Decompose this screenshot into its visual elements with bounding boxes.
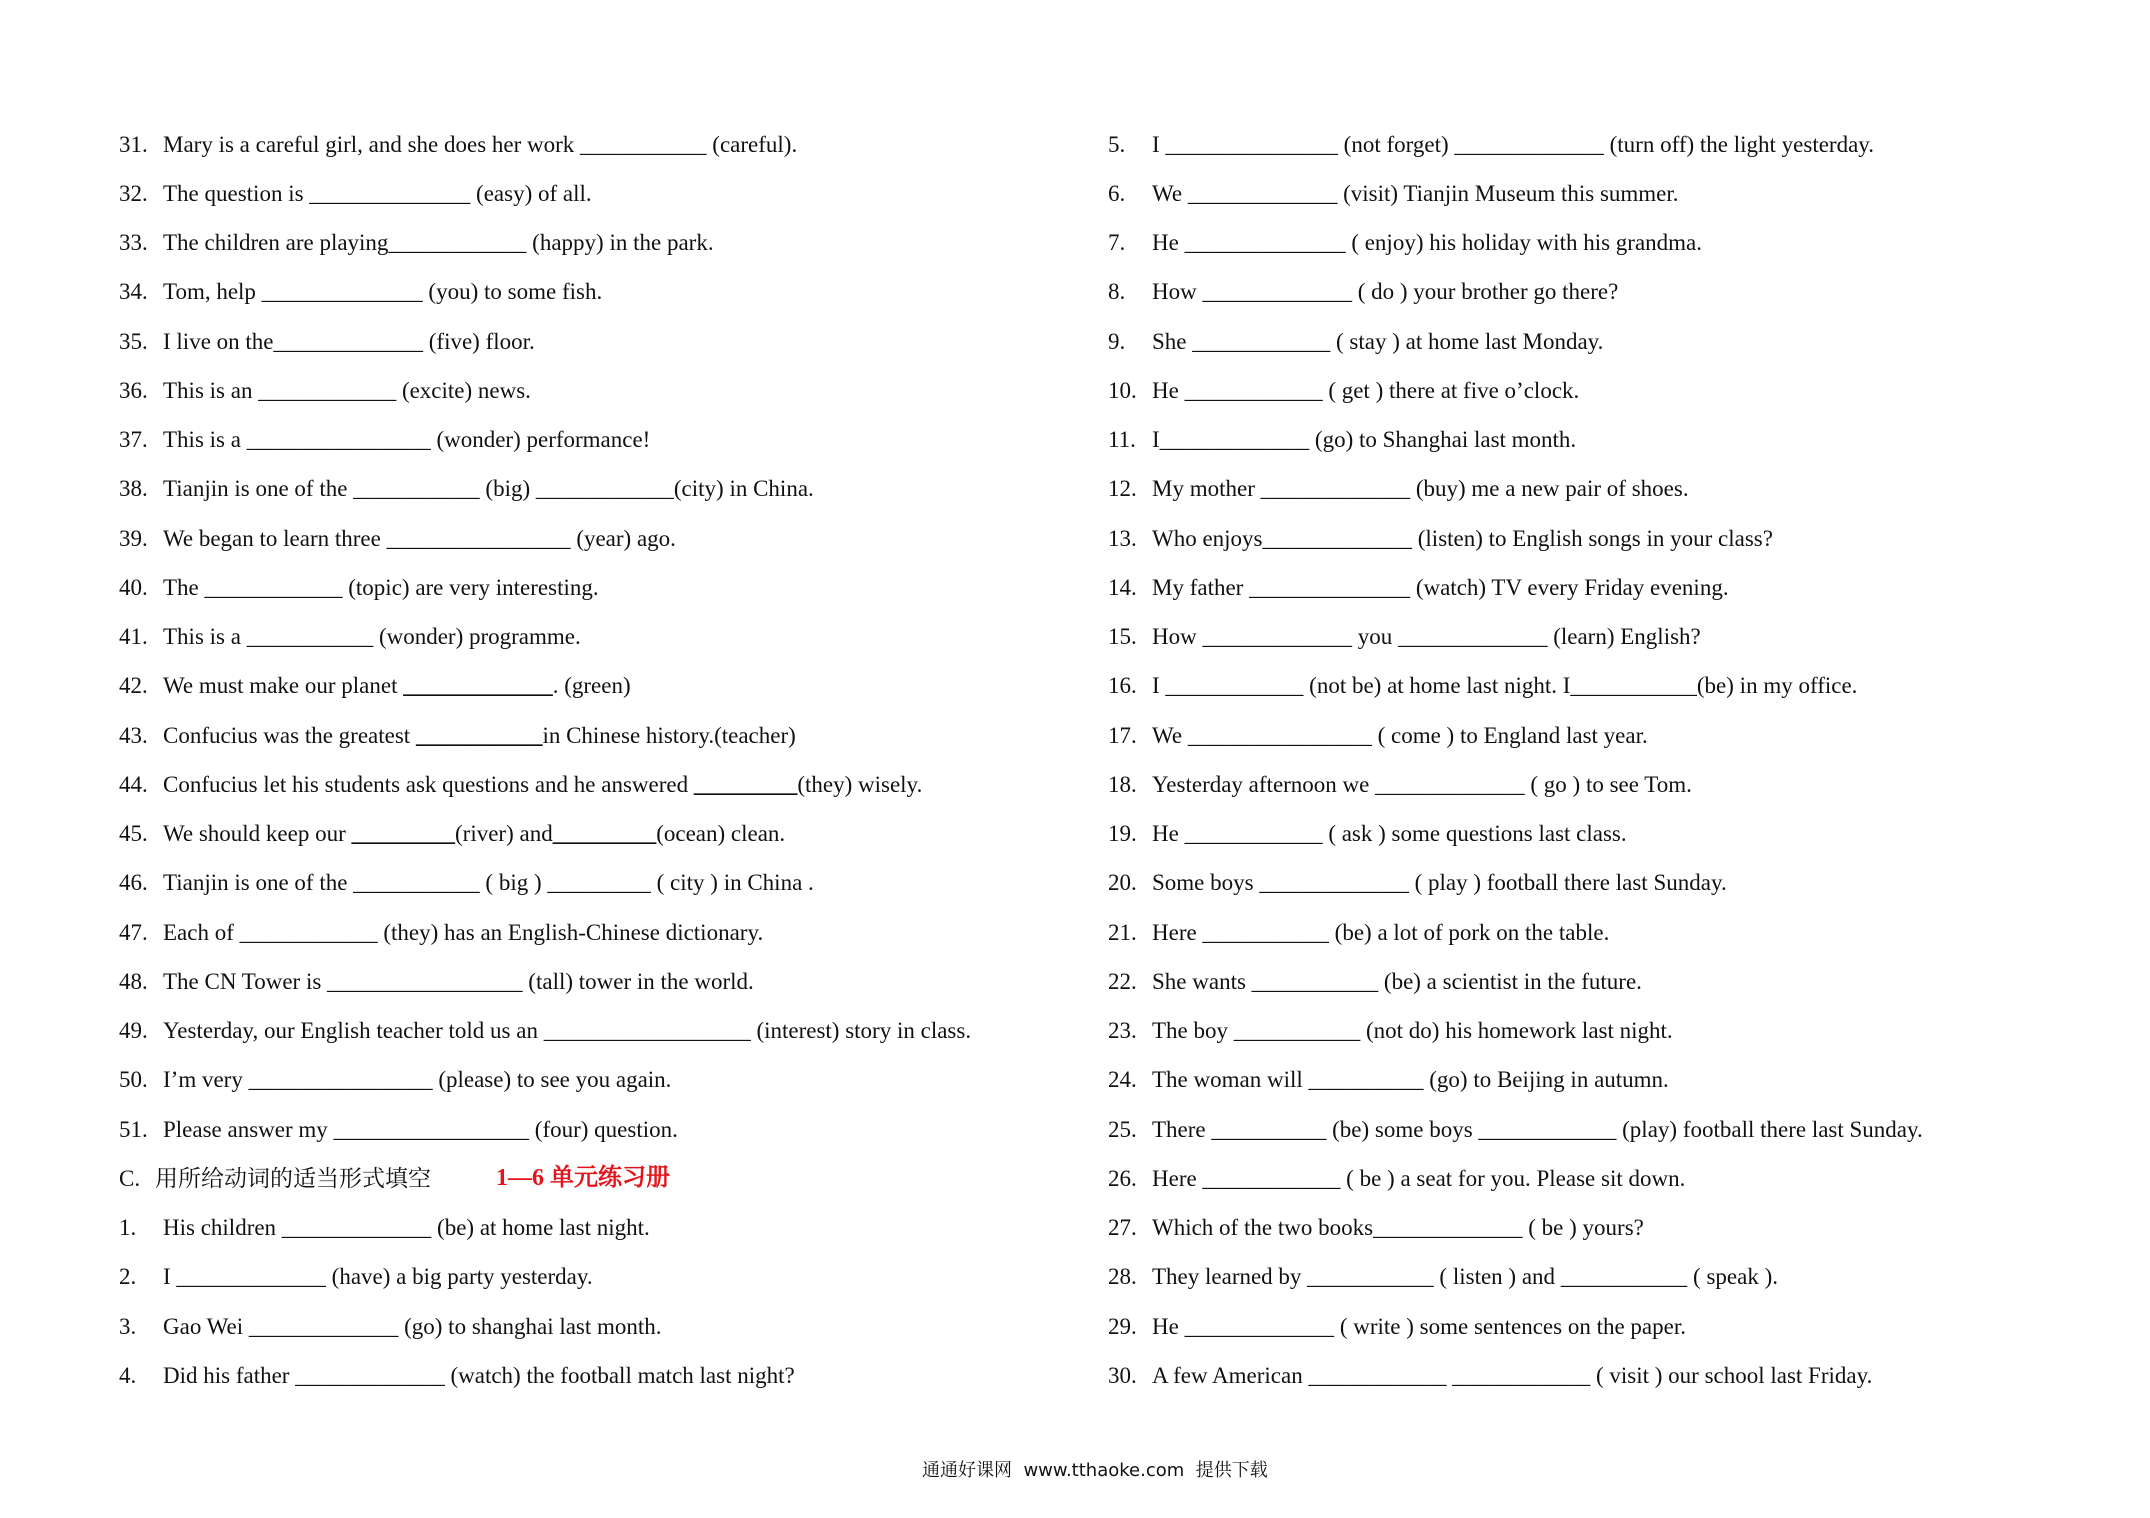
- question-text: He ____________ ( get ) there at five o’clock.: [1152, 377, 1580, 403]
- question-item: [119, 1203, 1079, 1252]
- question-item: [1108, 169, 2108, 218]
- question-item: [1108, 711, 2108, 760]
- question-text: We began to learn three ________________ (year) ago.: [163, 525, 676, 551]
- question-text: She wants ___________ (be) a scientist in the future.: [1152, 968, 1642, 994]
- question-text: A few American ____________ ____________ ( visit ) our school last Friday.: [1152, 1362, 1873, 1388]
- question-number: 16.: [1108, 673, 1137, 699]
- question-number: 30.: [1108, 1362, 1137, 1388]
- question-number: 11.: [1108, 427, 1136, 452]
- question-item: [1108, 908, 2108, 957]
- question-text: They learned by ___________ ( listen ) and ___________ ( speak ).: [1152, 1264, 1778, 1290]
- question-text: I live on the_____________ (five) floor.: [163, 328, 535, 354]
- right-column: [1108, 120, 2108, 1401]
- question-number: 39.: [119, 525, 148, 551]
- question-text: My mother _____________ (buy) me a new pair of shoes.: [1152, 476, 1689, 502]
- question-item: [1108, 1203, 2108, 1252]
- question-number: 12.: [1108, 476, 1137, 502]
- question-number: 46.: [119, 870, 148, 896]
- question-item: [119, 415, 1079, 464]
- question-number: 42.: [119, 673, 148, 699]
- question-item: [1108, 1154, 2108, 1203]
- question-item: [1108, 120, 2108, 169]
- question-item: [1108, 366, 2108, 415]
- question-number: 19.: [1108, 821, 1137, 846]
- question-item: [1108, 1006, 2108, 1055]
- question-item: [119, 1302, 1079, 1351]
- question-number: 10.: [1108, 377, 1137, 403]
- question-text: Tianjin is one of the ___________ ( big ) _________ ( city ) in China .: [163, 870, 814, 896]
- question-text: This is a ________________ (wonder) performance!: [163, 427, 651, 452]
- question-text: Some boys _____________ ( play ) football there last Sunday.: [1152, 870, 1727, 896]
- answer-blank: _____________: [403, 673, 553, 699]
- question-text: This is a ___________ (wonder) programme.: [163, 624, 581, 649]
- question-text: The woman will __________ (go) to Beijing in autumn.: [1152, 1067, 1669, 1093]
- question-text: I’m very ________________ (please) to see you again.: [163, 1067, 672, 1093]
- question-number: 37.: [119, 427, 148, 452]
- question-number: 51.: [119, 1116, 148, 1142]
- question-item: [1108, 1252, 2108, 1301]
- question-item: [1108, 267, 2108, 316]
- question-number: 27.: [1108, 1215, 1137, 1240]
- question-item: [119, 317, 1079, 366]
- question-number: 28.: [1108, 1264, 1137, 1290]
- question-number: 13.: [1108, 525, 1137, 551]
- question-item: [119, 120, 1079, 169]
- question-item: [119, 661, 1079, 710]
- question-item: [119, 267, 1079, 316]
- question-text: The children are playing____________ (happy) in the park.: [163, 230, 714, 255]
- question-number: 6.: [1108, 180, 1126, 206]
- question-item: [119, 563, 1079, 612]
- question-text: We _____________ (visit) Tianjin Museum this summer.: [1152, 180, 1679, 206]
- question-text: The question is ______________ (easy) of all.: [163, 180, 592, 206]
- question-text: This is an ____________ (excite) news.: [163, 377, 531, 403]
- question-text: There __________ (be) some boys ____________ (play) football there last Sunday.: [1152, 1116, 1923, 1142]
- question-item: [1108, 464, 2108, 513]
- question-number: 23.: [1108, 1018, 1137, 1043]
- question-item: [119, 711, 1079, 760]
- question-text: His children _____________ (be) at home last night.: [163, 1215, 650, 1240]
- question-number: 33.: [119, 230, 148, 255]
- question-number: 1.: [119, 1215, 137, 1240]
- answer-blank: _________: [351, 821, 455, 846]
- question-number: 20.: [1108, 870, 1137, 896]
- question-number: 38.: [119, 476, 148, 502]
- question-text: Here ____________ ( be ) a seat for you. Please sit down.: [1152, 1165, 1686, 1191]
- question-text: He _____________ ( write ) some sentences on the paper.: [1152, 1313, 1686, 1339]
- answer-blank: _________: [552, 821, 657, 846]
- question-item: [1108, 661, 2108, 710]
- question-number: 4.: [119, 1362, 137, 1388]
- question-item: [119, 1351, 1079, 1400]
- page-footer: 通通好课网 www.tthaoke.com 提供下载: [922, 1460, 1268, 1481]
- question-text: How _____________ you _____________ (learn) English?: [1152, 624, 1701, 649]
- section-source: 1—6 单元练习册: [496, 1164, 670, 1191]
- question-item: [119, 1252, 1079, 1301]
- question-number: 8.: [1108, 279, 1126, 305]
- question-item: [1108, 760, 2108, 809]
- question-number: 5.: [1108, 131, 1126, 157]
- question-text: Who enjoys_____________ (listen) to English songs in your class?: [1152, 525, 1773, 551]
- question-text: Yesterday, our English teacher told us an __________________ (interest) story in class.: [163, 1018, 972, 1043]
- question-number: 22.: [1108, 968, 1137, 994]
- question-number: 7.: [1108, 230, 1126, 255]
- question-text: My father ______________ (watch) TV every Friday evening.: [1152, 574, 1729, 600]
- question-item: [119, 760, 1079, 809]
- question-text: Mary is a careful girl, and she does her work ___________ (careful).: [163, 131, 798, 157]
- question-number: 43.: [119, 722, 148, 748]
- question-number: 47.: [119, 919, 148, 945]
- question-item: [119, 464, 1079, 513]
- question-text: He ____________ ( ask ) some questions last class.: [1152, 821, 1627, 846]
- question-text: The CN Tower is _________________ (tall) tower in the world.: [163, 968, 754, 994]
- question-number: 31.: [119, 131, 148, 157]
- question-text: He ______________ ( enjoy) his holiday with his grandma.: [1152, 230, 1703, 255]
- question-text: Yesterday afternoon we _____________ ( go ) to see Tom.: [1152, 771, 1692, 797]
- left-column: [119, 120, 1079, 1401]
- question-number: 44.: [119, 771, 148, 797]
- question-text: How _____________ ( do ) your brother go there?: [1152, 279, 1619, 305]
- question-item: [1108, 858, 2108, 907]
- question-text: Confucius let his students ask questions and he answered _________(they) wisely.: [163, 771, 923, 797]
- question-text: Tianjin is one of the ___________ (big) ____________(city) in China.: [163, 476, 814, 502]
- question-number: 15.: [1108, 624, 1137, 649]
- question-item: [119, 1105, 1079, 1154]
- question-number: 48.: [119, 968, 148, 994]
- answer-blank: ___________: [415, 722, 543, 748]
- question-number: 32.: [119, 180, 148, 206]
- question-item: [119, 514, 1079, 563]
- question-item: [1108, 218, 2108, 267]
- question-text: Each of ____________ (they) has an English-Chinese dictionary.: [163, 919, 764, 945]
- question-text: I _____________ (have) a big party yesterday.: [163, 1264, 593, 1290]
- question-text: The ____________ (topic) are very interesting.: [163, 574, 599, 600]
- question-item: [1108, 612, 2108, 661]
- question-number: 49.: [119, 1018, 148, 1043]
- question-item: [1108, 1105, 2108, 1154]
- question-text: I_____________ (go) to Shanghai last month.: [1152, 427, 1577, 452]
- question-text: We ________________ ( come ) to England last year.: [1152, 722, 1648, 748]
- question-item: [119, 957, 1079, 1006]
- question-number: 29.: [1108, 1313, 1137, 1339]
- section-label: C.: [119, 1165, 141, 1191]
- question-item: [1108, 957, 2108, 1006]
- section-title: 用所给动词的适当形式填空: [155, 1165, 431, 1191]
- question-text: Confucius was the greatest ___________in Chinese history.(teacher): [163, 722, 796, 748]
- question-item: [119, 1006, 1079, 1055]
- question-item: [119, 809, 1079, 858]
- question-text: We must make our planet _____________. (green): [163, 673, 631, 699]
- question-text: Gao Wei _____________ (go) to shanghai last month.: [163, 1313, 662, 1339]
- question-text: Here ___________ (be) a lot of pork on the table.: [1152, 919, 1610, 945]
- question-item: [1108, 1055, 2108, 1104]
- question-item: [1108, 415, 2108, 464]
- question-item: [119, 366, 1079, 415]
- question-text: We should keep our _________(river) and_________(ocean) clean.: [163, 821, 786, 846]
- question-number: 45.: [119, 821, 148, 846]
- question-text: I _______________ (not forget) _____________ (turn off) the light yesterday.: [1152, 131, 1875, 157]
- question-number: 40.: [119, 574, 148, 600]
- question-number: 26.: [1108, 1165, 1137, 1191]
- question-text: Which of the two books_____________ ( be ) yours?: [1152, 1215, 1644, 1240]
- answer-blank: _________: [693, 771, 798, 797]
- question-number: 17.: [1108, 722, 1137, 748]
- question-text: Did his father _____________ (watch) the football match last night?: [163, 1362, 795, 1388]
- question-item: [119, 612, 1079, 661]
- question-text: Tom, help ______________ (you) to some fish.: [163, 279, 603, 305]
- question-item: [1108, 809, 2108, 858]
- question-number: 35.: [119, 328, 148, 354]
- section-heading: [119, 1154, 1079, 1203]
- question-item: [119, 1055, 1079, 1104]
- question-text: I ____________ (not be) at home last night. I___________(be) in my office.: [1152, 673, 1858, 699]
- question-number: 9.: [1108, 328, 1126, 354]
- question-number: 34.: [119, 279, 148, 305]
- question-item: [119, 908, 1079, 957]
- question-number: 41.: [119, 624, 148, 649]
- question-number: 2.: [119, 1264, 137, 1290]
- question-number: 3.: [119, 1313, 137, 1339]
- question-text: She ____________ ( stay ) at home last Monday.: [1152, 328, 1604, 354]
- question-number: 50.: [119, 1067, 148, 1093]
- question-item: [119, 858, 1079, 907]
- question-item: [1108, 514, 2108, 563]
- question-text: The boy ___________ (not do) his homework last night.: [1152, 1018, 1673, 1043]
- question-item: [1108, 317, 2108, 366]
- question-item: [119, 218, 1079, 267]
- question-item: [119, 169, 1079, 218]
- question-number: 14.: [1108, 574, 1137, 600]
- question-number: 36.: [119, 377, 148, 403]
- question-number: 24.: [1108, 1067, 1137, 1093]
- question-text: Please answer my _________________ (four) question.: [163, 1116, 678, 1142]
- question-number: 21.: [1108, 919, 1137, 945]
- question-item: [1108, 1302, 2108, 1351]
- question-item: [1108, 563, 2108, 612]
- question-item: [1108, 1351, 2108, 1400]
- question-number: 18.: [1108, 771, 1137, 797]
- question-number: 25.: [1108, 1116, 1137, 1142]
